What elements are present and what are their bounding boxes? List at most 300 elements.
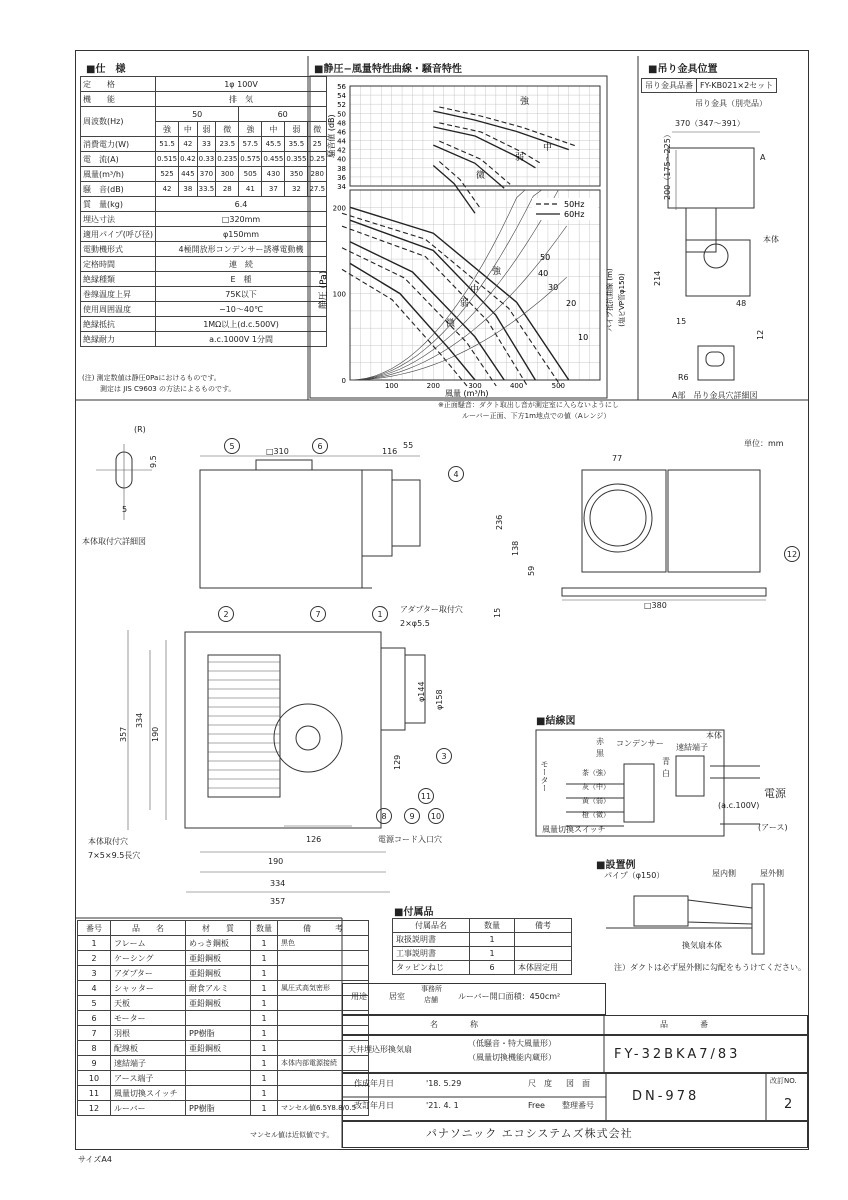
power-voltage: (a.c.100V) bbox=[718, 801, 760, 810]
front-view-outlet-inner bbox=[590, 490, 646, 546]
pressure-curve-label: 弱 bbox=[460, 299, 470, 309]
spec-value: −10〜40℃ bbox=[156, 302, 327, 317]
pressure-tick-label: 200 bbox=[332, 204, 346, 213]
chart-note-2: ルーバー正面、下方1m地点での値（Aレンジ） bbox=[462, 412, 611, 420]
free-label: Free bbox=[528, 1101, 545, 1110]
mode-header: 強 bbox=[239, 122, 262, 137]
parts-row bbox=[78, 1011, 369, 1026]
parts-cell: 黒色 bbox=[278, 936, 369, 951]
callout-9: 9 bbox=[404, 808, 420, 824]
switch-label: 風量切換スイッチ bbox=[542, 825, 606, 834]
parts-cell: 耐食アルミ bbox=[186, 981, 251, 996]
model-number: FY-32BKA7/83 bbox=[614, 1047, 741, 1062]
noise-tick-label: 38 bbox=[337, 164, 346, 173]
parts-row bbox=[78, 1056, 369, 1071]
front-view-body bbox=[582, 470, 666, 572]
parts-cell: 1 bbox=[251, 966, 278, 981]
parts-row bbox=[78, 981, 369, 996]
acc-cell: 取扱説明書 bbox=[393, 933, 470, 947]
earth-label: (アース) bbox=[758, 823, 788, 832]
parts-cell: モーター bbox=[111, 1011, 186, 1026]
parts-row bbox=[78, 1101, 369, 1116]
x-axis-label: 風量 (m³/h) bbox=[445, 389, 489, 398]
hanger-detail-slot bbox=[706, 352, 724, 366]
mode-header: 中 bbox=[262, 122, 285, 137]
parts-cell: 羽根 bbox=[111, 1026, 186, 1041]
install-wall bbox=[752, 884, 764, 954]
noise-tick-label: 36 bbox=[337, 173, 346, 182]
spec-value: 排 気 bbox=[156, 92, 327, 107]
parts-cell: 1 bbox=[251, 1056, 278, 1071]
capacitor-label: コンデンサー bbox=[616, 739, 664, 748]
mount-hole-label: 本体取付穴 bbox=[88, 837, 128, 846]
parts-cell bbox=[186, 1071, 251, 1086]
mode-header: 微 bbox=[216, 122, 239, 137]
mode-header: 弱 bbox=[285, 122, 308, 137]
hanger-dim-200: 200（175〜225） bbox=[663, 130, 672, 200]
parts-cell: 1 bbox=[251, 1101, 278, 1116]
pressure-axis-label: 静圧 (Pa) bbox=[319, 270, 329, 310]
callout-7: 7 bbox=[310, 606, 326, 622]
parts-cell bbox=[186, 1086, 251, 1101]
perf-value: 445 bbox=[179, 167, 198, 182]
parts-cell: めっき鋼板 bbox=[186, 936, 251, 951]
power-label: 電源 bbox=[764, 787, 786, 800]
noise-tick-label: 52 bbox=[337, 101, 346, 110]
noise-tick-label: 50 bbox=[337, 110, 346, 119]
x-tick-label: 400 bbox=[509, 382, 524, 390]
dim-59: 59 bbox=[527, 565, 536, 576]
acc-cell: 1 bbox=[470, 933, 515, 947]
perf-value: 42 bbox=[179, 137, 198, 152]
parts-cell: 1 bbox=[251, 1026, 278, 1041]
callout-3: 3 bbox=[436, 748, 452, 764]
spec-label: 定 格 bbox=[81, 77, 156, 92]
mount-hole-detail-label: 本体取付穴詳細図 bbox=[82, 537, 146, 546]
product-name-3: （風量切換機能内蔵形） bbox=[468, 1053, 556, 1062]
perf-value: 0.25 bbox=[308, 152, 327, 167]
x-tick-label: 100 bbox=[384, 382, 399, 390]
spec-value: 75K以下 bbox=[156, 287, 327, 302]
parts-row bbox=[78, 1071, 369, 1086]
perf-value: 51.5 bbox=[156, 137, 179, 152]
spec-label: 電動機形式 bbox=[81, 242, 156, 257]
wire-yellow: 黄（弱） bbox=[582, 797, 610, 805]
mode-header: 弱 bbox=[197, 122, 216, 137]
perf-value: 300 bbox=[216, 167, 239, 182]
hanger-bracket-label: 吊り金具（別売品） bbox=[695, 99, 767, 108]
dim-334-h: 334 bbox=[270, 879, 286, 888]
install-title: ■設置例 bbox=[596, 860, 636, 871]
callout-4: 4 bbox=[448, 466, 464, 482]
callout-1: 1 bbox=[372, 606, 388, 622]
parts-cell: アダプター bbox=[111, 966, 186, 981]
perf-value: 0.355 bbox=[285, 152, 308, 167]
unit-label: 単位：mm bbox=[744, 439, 784, 448]
perf-value: 27.5 bbox=[308, 182, 327, 197]
hanger-dim-370: 370（347〜391） bbox=[675, 119, 745, 128]
dim-380: □380 bbox=[644, 601, 667, 610]
dim-190-h: 190 bbox=[268, 857, 284, 866]
hanger-dim-48: 48 bbox=[736, 299, 747, 308]
parts-cell: 亜鉛鋼板 bbox=[186, 966, 251, 981]
spec-label: 巻線温度上昇 bbox=[81, 287, 156, 302]
dim-138: 138 bbox=[511, 540, 520, 556]
louver-area: ルーバー開口面積：450cm² bbox=[458, 992, 561, 1001]
accessories-title: ■付属品 bbox=[394, 907, 434, 918]
company-name: パナソニック エコシステムズ株式会社 bbox=[426, 1127, 633, 1140]
parts-cell: 亜鉛鋼板 bbox=[186, 1041, 251, 1056]
parts-row bbox=[78, 1041, 369, 1056]
parts-cell: 10 bbox=[78, 1071, 111, 1086]
perf-value: 42 bbox=[156, 182, 179, 197]
hanger-dim-15: 15 bbox=[676, 317, 687, 326]
plan-view-frame bbox=[185, 632, 381, 828]
noise-axis-label: 騒音値 (dB) bbox=[327, 114, 336, 158]
acc-cell: 1 bbox=[470, 947, 515, 961]
dim-9-5: 9.5 bbox=[149, 455, 158, 468]
use-3: 店舗 bbox=[424, 996, 438, 1004]
install-indoor: 屋内側 bbox=[712, 869, 736, 878]
pipe-axis-label-2: (塩ビVP管φ150) bbox=[618, 273, 626, 327]
parts-cell bbox=[186, 1056, 251, 1071]
wiring-title: ■結線図 bbox=[536, 716, 576, 727]
spec-value: 1φ 100V bbox=[156, 77, 327, 92]
perf-value: 41 bbox=[239, 182, 262, 197]
hanger-detail-label: A部 吊り金具穴詳細図 bbox=[672, 391, 758, 400]
spec-label: 機 能 bbox=[81, 92, 156, 107]
parts-cell: 9 bbox=[78, 1056, 111, 1071]
parts-note: マンセル値は近似値です。 bbox=[250, 1131, 334, 1139]
perf-value: 23.5 bbox=[216, 137, 239, 152]
hanger-dim-214: 214 bbox=[653, 270, 662, 286]
parts-header: 品 名 bbox=[111, 921, 186, 936]
revised-date: '21. 4. 1 bbox=[426, 1101, 459, 1110]
parts-cell: 1 bbox=[78, 936, 111, 951]
callout-10: 10 bbox=[428, 808, 444, 824]
dim-236: 236 bbox=[495, 514, 504, 530]
perf-value: 0.235 bbox=[216, 152, 239, 167]
adapter-holes-dim: 2×φ5.5 bbox=[400, 619, 430, 628]
spec-label: 質 量(kg) bbox=[81, 197, 156, 212]
spec-value: φ150mm bbox=[156, 227, 327, 242]
mode-header: 中 bbox=[179, 122, 198, 137]
perf-label: 風量(m³/h) bbox=[81, 167, 156, 182]
pressure-tick-label: 0 bbox=[341, 377, 346, 385]
chart-title: ■静圧−風量特性曲線・騒音特性 bbox=[314, 64, 462, 75]
perf-value: 33 bbox=[197, 137, 216, 152]
noise-curve-label: 強 bbox=[520, 97, 530, 107]
perf-value: 35.5 bbox=[285, 137, 308, 152]
wire-brown: 茶（強） bbox=[582, 769, 610, 777]
perf-value: 350 bbox=[285, 167, 308, 182]
dim-116: 116 bbox=[382, 447, 398, 456]
spec-title: ■仕 様 bbox=[86, 64, 126, 75]
parts-row bbox=[78, 966, 369, 981]
side-view-top bbox=[256, 460, 312, 470]
parts-cell: 6 bbox=[78, 1011, 111, 1026]
pressure-curve-label: 強 bbox=[492, 267, 502, 277]
spec-label: 使用周囲温度 bbox=[81, 302, 156, 317]
parts-header: 材 質 bbox=[186, 921, 251, 936]
adapter-holes-label: アダプター取付穴 bbox=[400, 605, 463, 614]
parts-cell: 亜鉛鋼板 bbox=[186, 951, 251, 966]
perf-value: 430 bbox=[262, 167, 285, 182]
freq-value: 60 bbox=[239, 107, 327, 122]
perf-label: 消費電力(W) bbox=[81, 137, 156, 152]
noise-tick-label: 44 bbox=[337, 137, 346, 146]
perf-value: 57.5 bbox=[239, 137, 262, 152]
rev-no: 2 bbox=[784, 1097, 793, 1112]
dim-15: 15 bbox=[493, 607, 502, 618]
product-name: 天井埋込形換気扇 bbox=[348, 1045, 412, 1054]
parts-cell: 11 bbox=[78, 1086, 111, 1101]
dim-190-v: 190 bbox=[151, 726, 160, 742]
perf-value: 0.455 bbox=[262, 152, 285, 167]
parts-cell: 1 bbox=[251, 1071, 278, 1086]
acc-cell: タッピンねじ bbox=[393, 961, 470, 975]
perf-value: 25 bbox=[308, 137, 327, 152]
parts-cell: 風圧式高気密形 bbox=[278, 981, 369, 996]
spec-value: 6.4 bbox=[156, 197, 327, 212]
wire-orange: 橙（微） bbox=[582, 811, 610, 819]
acc-cell: 6 bbox=[470, 961, 515, 975]
spec-value: 連 続 bbox=[156, 257, 327, 272]
dim-55: 55 bbox=[403, 441, 414, 450]
perf-value: 505 bbox=[239, 167, 262, 182]
parts-cell: 1 bbox=[251, 936, 278, 951]
parts-cell: 風量切換スイッチ bbox=[111, 1086, 186, 1101]
parts-cell: 1 bbox=[251, 1011, 278, 1026]
parts-cell: 3 bbox=[78, 966, 111, 981]
motor-label: モーター bbox=[540, 760, 549, 792]
r-label: (R) bbox=[134, 425, 146, 434]
parts-cell: 7 bbox=[78, 1026, 111, 1041]
use-2: 事務所 bbox=[421, 985, 442, 993]
pipe-length-label: 20 bbox=[566, 299, 577, 308]
parts-cell bbox=[278, 966, 369, 981]
parts-header: 番号 bbox=[78, 921, 111, 936]
perf-value: 280 bbox=[308, 167, 327, 182]
accessories-table bbox=[392, 918, 572, 975]
parts-cell: ケーシング bbox=[111, 951, 186, 966]
perf-value: 370 bbox=[197, 167, 216, 182]
plan-view-louver bbox=[208, 655, 280, 797]
mode-header: 微 bbox=[308, 122, 327, 137]
hanger-body bbox=[668, 148, 754, 208]
parts-cell: 1 bbox=[251, 1086, 278, 1101]
revised-label: 改訂年月日 bbox=[354, 1101, 394, 1110]
side-view-body bbox=[200, 470, 362, 588]
chart-note-1: ※正面騒音：ダクト取出し音が測定室に入らないようにし bbox=[438, 401, 619, 409]
hanger-r6: R6 bbox=[678, 373, 689, 382]
parts-cell: 12 bbox=[78, 1101, 111, 1116]
callout-12: 12 bbox=[784, 546, 800, 562]
parts-cell: 2 bbox=[78, 951, 111, 966]
noise-tick-label: 54 bbox=[337, 92, 346, 101]
parts-cell: 8 bbox=[78, 1041, 111, 1056]
parts-cell bbox=[278, 951, 369, 966]
pipe-length-label: 40 bbox=[538, 269, 549, 278]
parts-header: 備 考 bbox=[278, 921, 369, 936]
spec-label: 埋込寸法 bbox=[81, 212, 156, 227]
acc-header: 備考 bbox=[515, 919, 572, 933]
dim-129: 129 bbox=[393, 754, 402, 770]
pressure-curve-label: 微 bbox=[446, 319, 456, 329]
dim-144: φ144 bbox=[417, 681, 426, 702]
pipe-length-label: 10 bbox=[578, 333, 589, 342]
noise-tick-label: 48 bbox=[337, 119, 346, 128]
hanger-col2: FY-KB021×2セット bbox=[697, 79, 777, 93]
acc-cell bbox=[515, 933, 572, 947]
install-outdoor: 屋外側 bbox=[760, 869, 784, 878]
parts-cell bbox=[186, 1011, 251, 1026]
freq-label: 周波数(Hz) bbox=[81, 107, 156, 137]
spec-label: 絶縁抵抗 bbox=[81, 317, 156, 332]
legend-50hz: 50Hz bbox=[564, 200, 585, 209]
acc-cell: 本体固定用 bbox=[515, 961, 572, 975]
dim-357-v: 357 bbox=[119, 726, 128, 742]
parts-cell: 天板 bbox=[111, 996, 186, 1011]
perf-value: 32 bbox=[285, 182, 308, 197]
hanger-dim-12: 12 bbox=[756, 329, 765, 340]
wire-white: 白 bbox=[662, 769, 670, 778]
spec-value: E 種 bbox=[156, 272, 327, 287]
spec-value: a.c.1000V 1分間 bbox=[156, 332, 327, 347]
callout-8: 8 bbox=[376, 808, 392, 824]
perf-value: 525 bbox=[156, 167, 179, 182]
plan-view-adapter bbox=[381, 648, 405, 730]
pipe-axis-label: パイプ抵抗曲線 (m) bbox=[606, 268, 614, 332]
parts-table bbox=[77, 920, 369, 1116]
dim-126: 126 bbox=[306, 835, 322, 844]
install-pipe bbox=[688, 900, 752, 924]
use-label: 用途 bbox=[351, 992, 367, 1001]
dim-357-h: 357 bbox=[270, 897, 286, 906]
parts-cell: 1 bbox=[251, 951, 278, 966]
front-view-louver bbox=[562, 588, 766, 596]
side-view-duct bbox=[392, 480, 420, 546]
hanger-detail-plate bbox=[698, 346, 734, 380]
spec-label: 絶縁耐力 bbox=[81, 332, 156, 347]
parts-cell: マンセル値6.5Y8.8/0.5 bbox=[278, 1101, 369, 1116]
use-1: 居室 bbox=[389, 992, 405, 1001]
parts-cell: 5 bbox=[78, 996, 111, 1011]
created-date: '18. 5.29 bbox=[426, 1079, 462, 1088]
title-header bbox=[342, 1015, 808, 1035]
parts-row bbox=[78, 951, 369, 966]
parts-cell: シャッター bbox=[111, 981, 186, 996]
hanger-title: ■吊り金具位置 bbox=[648, 64, 718, 75]
dim-334-v: 334 bbox=[135, 712, 144, 728]
dim-77: 77 bbox=[612, 454, 623, 463]
pipe-length-label: 50 bbox=[540, 253, 551, 262]
scale-label: 尺 度 bbox=[528, 1079, 552, 1088]
spec-value: 4極開放形コンデンサー誘導電動機 bbox=[156, 242, 327, 257]
perf-value: 0.515 bbox=[156, 152, 179, 167]
callout-6: 6 bbox=[312, 438, 328, 454]
parts-cell: 1 bbox=[251, 1041, 278, 1056]
wire-gray: 灰（中） bbox=[582, 783, 610, 791]
parts-cell: 速結端子 bbox=[111, 1056, 186, 1071]
pressure-curve-label: 中 bbox=[470, 285, 480, 295]
perf-value: 0.575 bbox=[239, 152, 262, 167]
noise-tick-label: 40 bbox=[337, 155, 346, 164]
noise-tick-label: 34 bbox=[337, 183, 346, 191]
perf-value: 33.5 bbox=[197, 182, 216, 197]
drawing-number: DN-978 bbox=[632, 1089, 700, 1104]
parts-row bbox=[78, 936, 369, 951]
dim-5: 5 bbox=[122, 505, 128, 514]
parts-cell: 本体内部電源接続 bbox=[278, 1056, 369, 1071]
perf-value: 28 bbox=[216, 182, 239, 197]
wiring-body-label: 本体 bbox=[706, 731, 722, 740]
noise-tick-label: 56 bbox=[337, 83, 346, 91]
front-view-side bbox=[668, 470, 760, 572]
install-pipe-label: パイプ（φ150） bbox=[604, 871, 665, 880]
front-view-outlet bbox=[584, 484, 652, 552]
spec-note-2: 測定は JIS C9603 の方法によるものです。 bbox=[100, 385, 236, 393]
switch-box bbox=[624, 764, 654, 822]
hanger-col1: 吊り金具品番 bbox=[642, 79, 697, 93]
callout-11: 11 bbox=[418, 788, 434, 804]
acc-cell: 工事説明書 bbox=[393, 947, 470, 961]
parts-header: 数量 bbox=[251, 921, 278, 936]
cord-hole-label: 電源コード入口穴 bbox=[378, 835, 442, 844]
parts-cell: PP樹脂 bbox=[186, 1101, 251, 1116]
spec-label: 定格時間 bbox=[81, 257, 156, 272]
wire-red: 赤 bbox=[596, 737, 604, 746]
product-name-2: （低騒音・特大風量形） bbox=[468, 1039, 556, 1048]
install-note: 注）ダクトは必ず屋外側に勾配をもうけてください。 bbox=[614, 963, 806, 972]
perf-value: 37 bbox=[262, 182, 285, 197]
terminal-block bbox=[676, 756, 704, 796]
hanger-a-label: A bbox=[760, 153, 766, 162]
model-header: 品 番 bbox=[660, 1020, 708, 1029]
pipe-length-label: 30 bbox=[548, 283, 559, 292]
ref-number-label: 整理番号 bbox=[562, 1101, 594, 1110]
legend-60hz: 60Hz bbox=[564, 210, 585, 219]
x-tick-label: 300 bbox=[468, 382, 482, 390]
spec-label: 絶縁種類 bbox=[81, 272, 156, 287]
wire-blue: 青 bbox=[662, 757, 670, 766]
noise-curve-label: 微 bbox=[476, 171, 486, 181]
x-tick-label: 200 bbox=[426, 382, 441, 390]
parts-cell: ルーバー bbox=[111, 1101, 186, 1116]
created-label: 作成年月日 bbox=[354, 1079, 394, 1088]
wire-black: 黒 bbox=[596, 749, 604, 758]
parts-cell: 4 bbox=[78, 981, 111, 996]
parts-cell: アース端子 bbox=[111, 1071, 186, 1086]
spec-value: □320mm bbox=[156, 212, 327, 227]
perf-label: 電 流(A) bbox=[81, 152, 156, 167]
freq-value: 50 bbox=[156, 107, 239, 122]
noise-tick-label: 46 bbox=[337, 128, 346, 137]
spec-value: 1MΩ以上(d.c.500V) bbox=[156, 317, 327, 332]
terminal-label: 速結端子 bbox=[676, 743, 708, 752]
parts-row bbox=[78, 1026, 369, 1041]
acc-cell bbox=[515, 947, 572, 961]
install-unit-label: 換気扇本体 bbox=[682, 941, 722, 950]
acc-header: 数量 bbox=[470, 919, 515, 933]
install-unit bbox=[634, 896, 688, 926]
parts-cell: フレーム bbox=[111, 936, 186, 951]
perf-value: 0.42 bbox=[179, 152, 198, 167]
noise-curve-label: 弱 bbox=[515, 153, 525, 163]
parts-cell: 配線板 bbox=[111, 1041, 186, 1056]
hanger-body-label: 本体 bbox=[763, 235, 779, 244]
callout-5: 5 bbox=[224, 438, 240, 454]
